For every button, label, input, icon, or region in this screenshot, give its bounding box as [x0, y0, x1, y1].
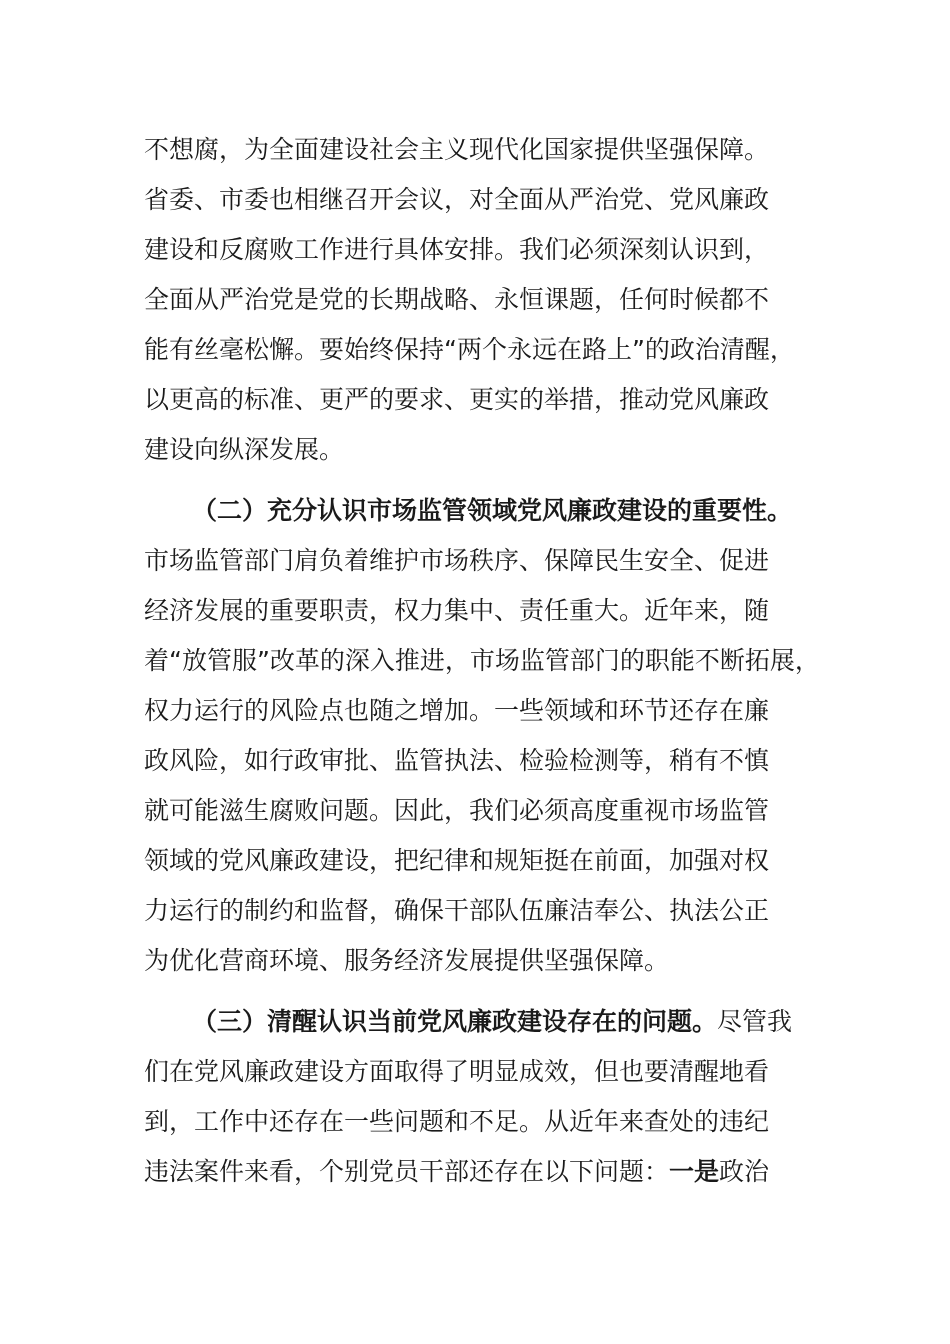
paragraph-line: 领域的党风廉政建设，把纪律和规矩挺在前面，加强对权	[144, 846, 770, 875]
paragraph-line: 就可能滋生腐败问题。因此，我们必须高度重视市场监管	[144, 796, 770, 825]
paragraph-line: 到，工作中还存在一些问题和不足。从近年来查处的违纪	[144, 1107, 770, 1136]
section-3-first-line	[192, 1005, 792, 1039]
paragraph-line: 能有丝毫松懈。要始终保持“两个永远在路上”的政治清醒，	[144, 335, 795, 364]
last-line-tail-text: 政治	[719, 1157, 770, 1186]
paragraph-line: 经济发展的重要职责，权力集中、责任重大。近年来，随	[144, 596, 770, 625]
section-heading-3: （三）清醒认识当前党风廉政建设存在的问题。	[192, 1007, 718, 1036]
last-line-text: 违法案件来看，个别党员干部还存在以下问题：	[144, 1157, 670, 1186]
section-heading-2: （二）充分认识市场监管领域党风廉政建设的重要性。	[192, 496, 793, 525]
paragraph-line: 全面从严治党是党的长期战略、永恒课题，任何时候都不	[144, 285, 770, 314]
paragraph-line: 建设向纵深发展。	[144, 435, 345, 464]
paragraph-line: 权力运行的风险点也随之增加。一些领域和环节还存在廉	[144, 696, 770, 725]
paragraph-line: 为优化营商环境、服务经济发展提供坚强保障。	[144, 946, 670, 975]
paragraph-line: 政风险，如行政审批、监管执法、检验检测等，稍有不慎	[144, 746, 770, 775]
paragraph-line: 市场监管部门肩负着维护市场秩序、保障民生安全、促进	[144, 546, 770, 575]
paragraph-line: 们在党风廉政建设方面取得了明显成效，但也要清醒地看	[144, 1057, 770, 1086]
paragraph-line: 省委、市委也相继召开会议，对全面从严治党、党风廉政	[144, 185, 770, 214]
paragraph-line: 着“放管服”改革的深入推进，市场监管部门的职能不断拓展，	[144, 646, 820, 675]
paragraph-line: 建设和反腐败工作进行具体安排。我们必须深刻认识到，	[144, 235, 770, 264]
paragraph-last-line	[144, 1155, 769, 1189]
paragraph-line: 不想腐，为全面建设社会主义现代化国家提供坚强保障。	[144, 135, 770, 164]
paragraph-line: 力运行的制约和监督，确保干部队伍廉洁奉公、执法公正	[144, 896, 770, 925]
last-line-bold-text: 一是	[669, 1157, 720, 1186]
heading-tail-text: 尽管我	[717, 1007, 793, 1036]
paragraph-line: 以更高的标准、更严的要求、更实的举措，推动党风廉政	[144, 385, 770, 414]
